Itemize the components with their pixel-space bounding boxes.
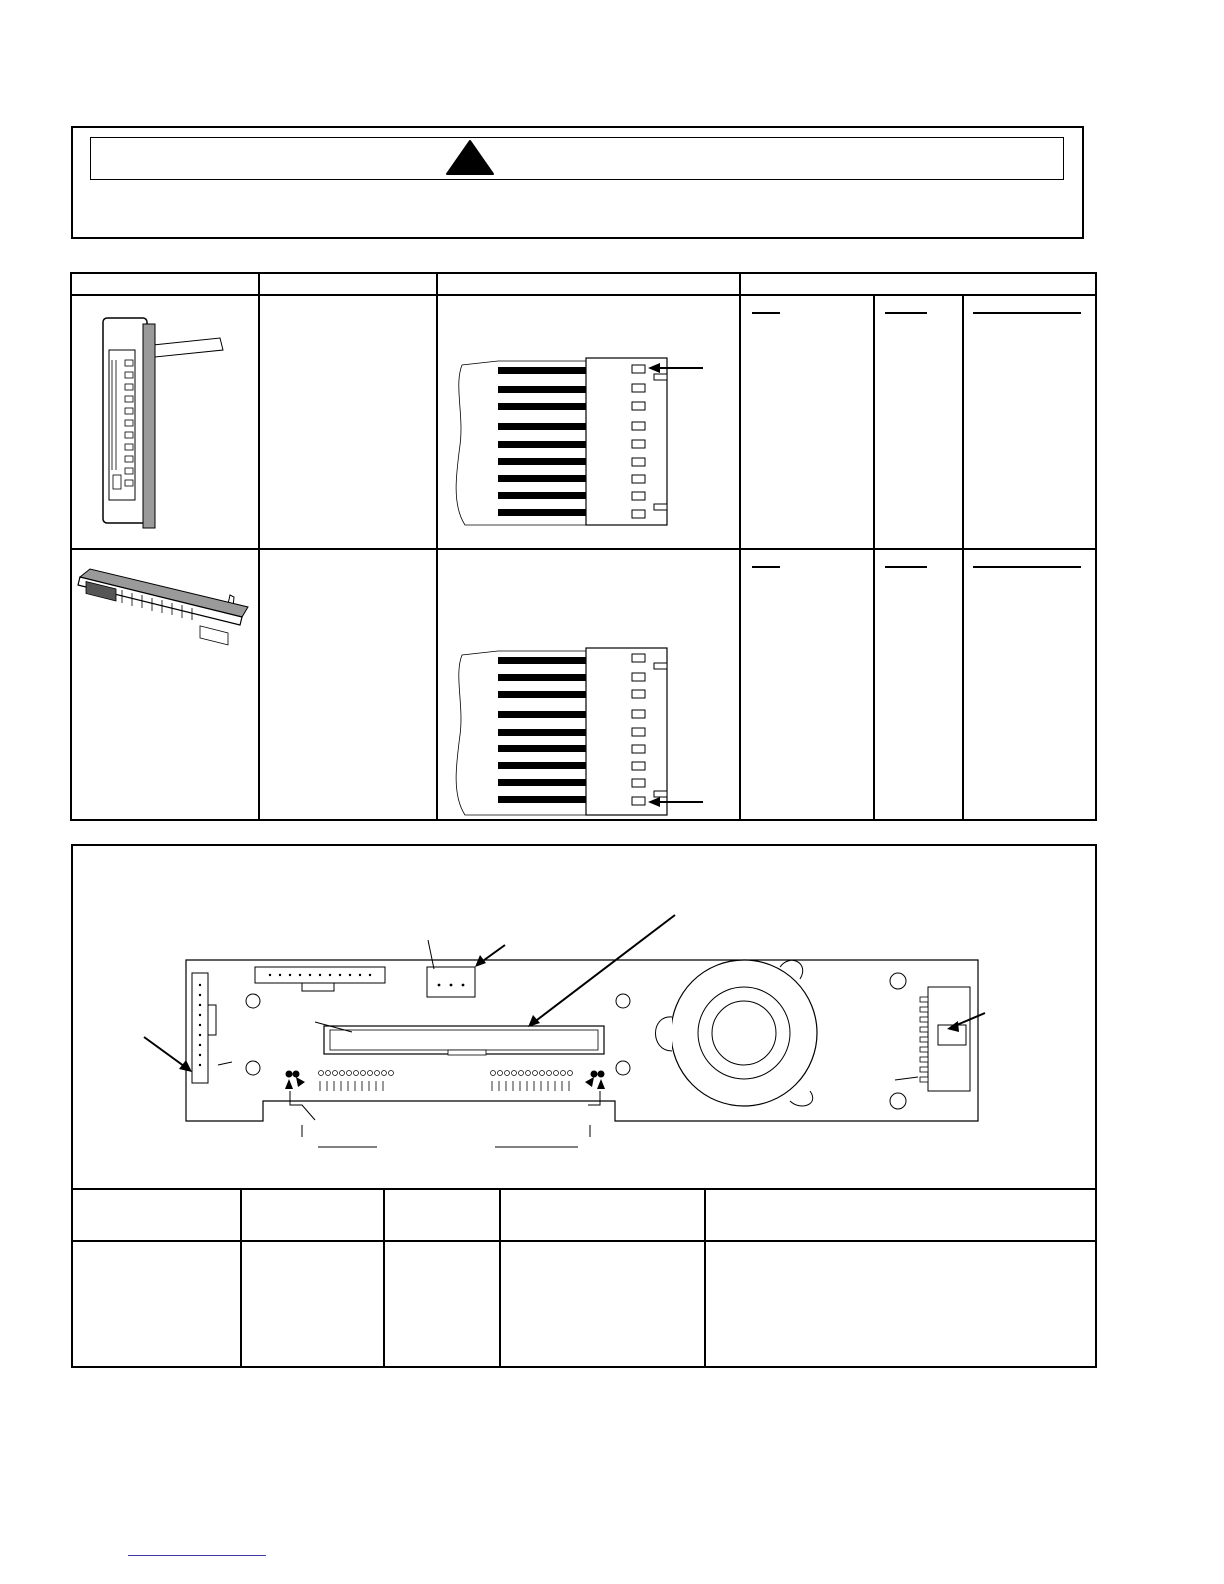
header-underline [973, 566, 1081, 568]
control-board-diagram [130, 905, 1010, 1155]
header-underline [973, 312, 1081, 314]
panel-table-col-divider [258, 272, 260, 821]
header-underline [752, 312, 780, 314]
warning-header-bar [90, 137, 1064, 180]
lower-table-col-divider [704, 1188, 706, 1368]
lower-table-col-divider [240, 1188, 242, 1368]
panel-table-col-divider [436, 272, 438, 821]
ribbon-connector-diagram-bottom [450, 645, 720, 820]
header-underline [885, 312, 927, 314]
header-underline [885, 566, 927, 568]
panel-table-header-rule [70, 294, 1097, 296]
lower-table-header-rule [71, 1240, 1097, 1242]
horizontal-control-panel-illustration [76, 565, 256, 635]
lower-table-col-divider [499, 1188, 501, 1368]
lower-table-top-rule [71, 1188, 1097, 1190]
warning-triangle-icon [446, 140, 494, 176]
vertical-control-panel-illustration [95, 310, 230, 532]
panel-table-col-divider [739, 272, 741, 821]
header-underline [752, 566, 780, 568]
panel-table-col-divider [873, 294, 875, 821]
footer-link-underline[interactable] [128, 1555, 266, 1556]
lower-table-col-divider [383, 1188, 385, 1368]
panel-table-col-divider [962, 294, 964, 821]
ribbon-connector-diagram-top [450, 355, 720, 530]
panel-table-row-divider [70, 548, 1097, 550]
